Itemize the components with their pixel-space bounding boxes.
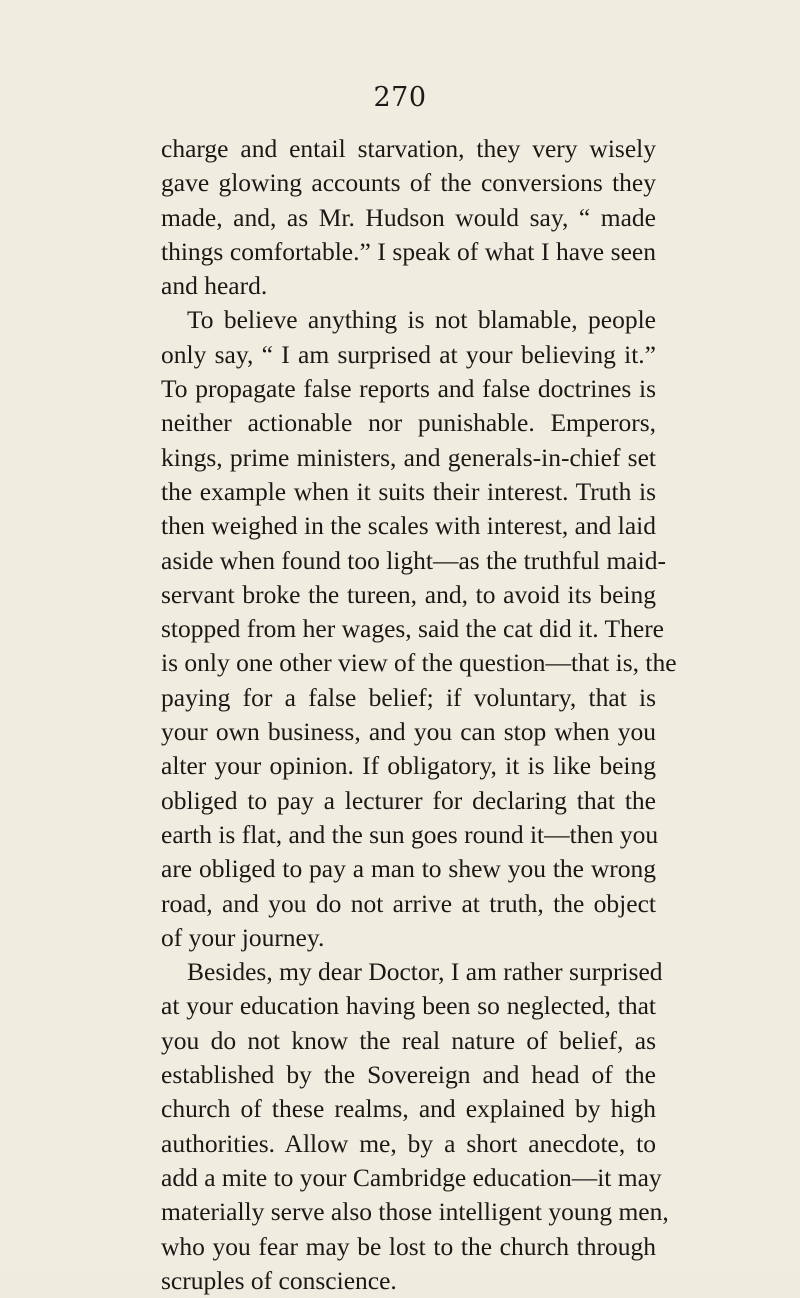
text-line: who you fear may be lost to the church through [161,1231,656,1261]
text-line: paying for a false belief; if voluntary, that is [161,682,656,712]
text-line: stopped from her wages, said the cat did it. There [161,614,665,644]
text-line: Besides, my dear Doctor, I am rather surprised [187,957,663,987]
text-line: materially serve also those intelligent young men, [161,1197,669,1227]
text-line: servant broke the tureen, and, to avoid its being [161,579,656,609]
text-line: of your journey. [161,922,325,952]
text-line: you do not know the real nature of belief, as [161,1025,656,1055]
text-line: gave glowing accounts of the conversions they [161,168,656,198]
text-line: at your education having been so neglected, that [161,991,656,1021]
body-text [161,132,677,1298]
text-line: made, and, as Mr. Hudson would say, “ made [161,202,656,232]
text-line: kings, prime ministers, and generals-in-chief set [161,442,656,472]
text-line: is only one other view of the question—that is, the [161,648,677,678]
text-line: established by the Sovereign and head of the [161,1060,656,1090]
text-line: the example when it suits their interest. Truth is [161,476,656,506]
text-line: are obliged to pay a man to shew you the wrong [161,854,656,884]
text-line: charge and entail starvation, they very wisely [161,134,656,163]
text-line: things comfortable.” I speak of what I have seen [161,236,656,266]
text-line: alter your opinion. If obligatory, it is like being [161,751,656,781]
text-line: add a mite to your Cambridge education—it may [161,1162,662,1192]
text-line: only say, “ I am surprised at your believing it.” [161,339,656,369]
text-line: To propagate false reports and false doctrines is [161,374,656,404]
text-line: earth is flat, and the sun goes round it—then you [161,819,659,849]
text-line: your own business, and you can stop when you [161,717,656,747]
page-number: 270 [373,82,427,113]
text-line: aside when found too light—as the truthful maid- [161,545,666,575]
text-line: road, and you do not arrive at truth, the object [161,888,656,918]
text-line: authorities. Allow me, by a short anecdote, to [161,1128,656,1158]
text-line: obliged to pay a lecturer for declaring that the [161,785,656,815]
text-line: scruples of conscience. [161,1265,397,1295]
text-line: To believe anything is not blamable, people [187,305,656,335]
text-line: then weighed in the scales with interest, and laid [161,511,656,541]
text-line: and heard. [161,271,268,301]
text-line: neither actionable nor punishable. Emperors, [161,408,656,438]
text-line: church of these realms, and explained by high [161,1094,656,1124]
